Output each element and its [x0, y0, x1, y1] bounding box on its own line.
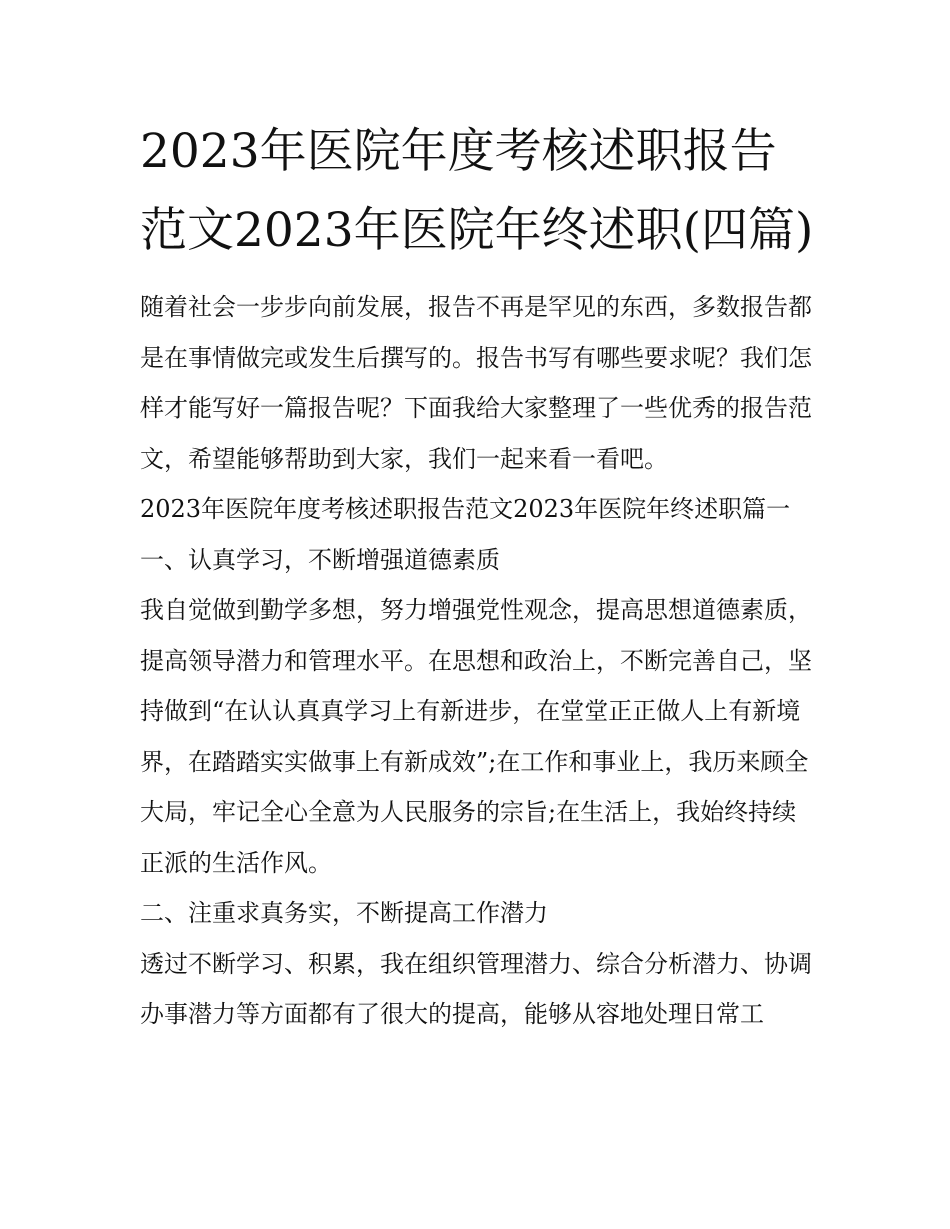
document-page: [140, 112, 820, 1040]
subsection-heading: 一、认真学习，不断增强道德素质: [140, 545, 500, 574]
subsection-heading: 二、注重求真务实，不断提高工作潜力: [140, 899, 548, 927]
document-title: 2023年医院年度考核述职报告范文2023年医院年终述职(四篇): [140, 124, 814, 258]
section-heading: 2023年医院年度考核述职报告范文2023年医院年终述职篇一: [140, 495, 791, 523]
body-paragraph: 透过不断学习、积累，我在组织管理潜力、综合分析潜力、协调办事潜力等方面都有了很大的提高，能够从容地处理日常工: [140, 949, 812, 1028]
body-paragraph: 我自觉做到勤学多想，努力增强党性观念，提高思想道德素质，提高领导潜力和管理水平。在思想和政治上，不断完善自己，坚持做到“在认认真真学习上有新进步，在堂堂正正做人上有新境界，在踏踏实实做事上有新成效”;在工作和事业上，我历来顾全大局，牢记全心全意为人民服务的宗旨;在生活上，我始终持续正派的生活作风。: [140, 596, 812, 877]
intro-paragraph: 随着社会一步步向前发展，报告不再是罕见的东西，多数报告都是在事情做完或发生后撰写的。报告书写有哪些要求呢？我们怎样才能写好一篇报告呢？下面我给大家整理了一些优秀的报告范文，希望能够帮助到大家，我们一起来看一看吧。: [140, 293, 812, 473]
